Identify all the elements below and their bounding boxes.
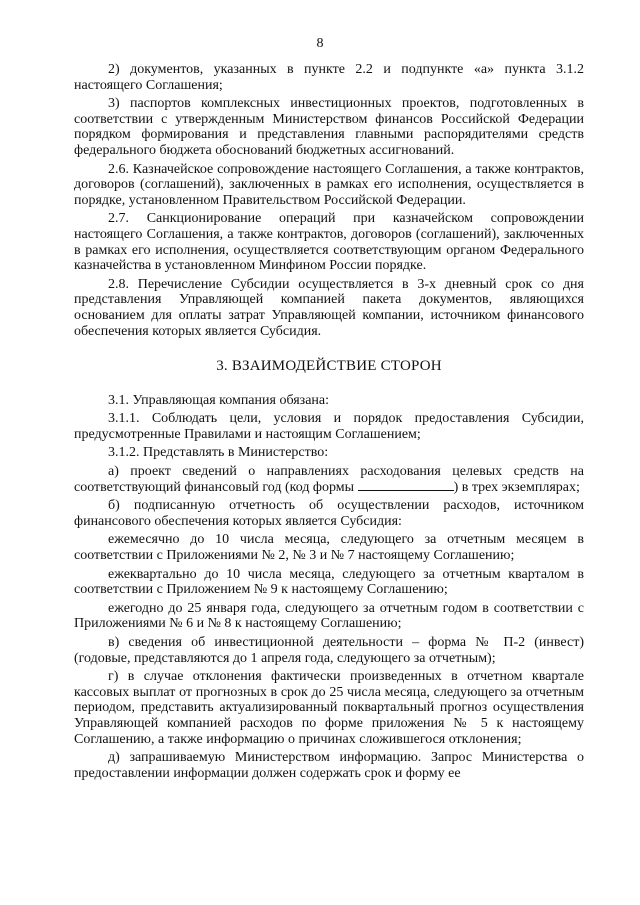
- clause-2-7: 2.7. Санкционирование операций при казначейском сопровождении настоящего Соглашения, а также контрактов, договоров (соглашений), заключенных в рамках его исполнения, осуществляется соответствующим органом Федерального казначейства в установленном Минфином России порядке.: [74, 211, 584, 274]
- subclause-a-text: а) проект сведений о направлениях расходования целевых средств на соответствующий финансовый год (код формы: [74, 464, 584, 495]
- annual-report: ежегодно до 25 января года, следующего за отчетным годом в соответствии с Приложениями № 6 и № 8 к настоящему Соглашению;: [74, 600, 584, 632]
- monthly-report: ежемесячно до 10 числа месяца, следующего за отчетным месяцем в соответствии с Приложениями № 2, № 3 и № 7 настоящему Соглашению;: [74, 532, 584, 564]
- quarterly-report: ежеквартально до 10 числа месяца, следующего за отчетным кварталом в соответствии с Приложением № 9 к настоящему Соглашению;: [74, 566, 584, 598]
- clause-3-1: 3.1. Управляющая компания обязана:: [108, 392, 329, 408]
- clause-3-1-1: 3.1.1. Соблюдать цели, условия и порядок предоставления Субсидии, предусмотренные Правилами и настоящим Соглашением;: [74, 411, 584, 442]
- subclause-a-tail: ) в трех экземплярах;: [453, 479, 580, 495]
- document-body: [74, 62, 584, 784]
- paragraph: 3) паспортов комплексных инвестиционных проектов, подготовленных в соответствии с утвержденным Министерством финансов Российской Федерации порядком формирования и представления главными распорядителями средств федерального бюджета обоснований бюджетных ассигнований.: [74, 96, 584, 158]
- subclause-d: д) запрашиваемую Министерством информацию. Запрос Министерства о предоставлении информации должен содержать срок и форму ее: [74, 750, 584, 781]
- clause-2-6: 2.6. Казначейское сопровождение настоящего Соглашения, а также контрактов, договоров (соглашений), заключенных в рамках его исполнения, осуществляется в порядке, установленном Правительством Российской Федерации.: [74, 161, 584, 208]
- subclause-v: в) сведения об инвестиционной деятельности – форма № П-2 (инвест) (годовые, представляются до 1 апреля года, следующего за отчетным);: [74, 635, 584, 666]
- subclause-b: б) подписанную отчетность об осуществлении расходов, источником финансового обеспечения которых является Субсидия:: [74, 498, 584, 529]
- clause-3-1-2: 3.1.2. Представлять в Министерство:: [108, 445, 329, 461]
- paragraph: 2) документов, указанных в пункте 2.2 и подпункте «а» пункта 3.1.2 настоящего Соглашения;: [74, 62, 584, 93]
- form-code-blank: [358, 480, 454, 491]
- page-number: 8: [316, 36, 324, 51]
- subclause-a: [74, 464, 584, 495]
- section-heading: 3. ВЗАИМОДЕЙСТВИЕ СТОРОН: [216, 358, 442, 375]
- subclause-g: г) в случае отклонения фактически произведенных в отчетном квартале кассовых выплат от прогнозных в срок до 25 числа месяца, следующего за отчетным периодом, представить актуализированный поквартальный прогноз осуществления Управляющей компанией расходов по форме приложения № 5 к настоящему Соглашению, а также информацию о причинах сложившегося отклонения;: [74, 669, 584, 747]
- clause-2-8: 2.8. Перечисление Субсидии осуществляется в 3-х дневный срок со дня представления Управляющей компанией пакета документов, являющихся основанием для оплаты затрат Управляющей компании, источником финансового обеспечения которых является Субсидия.: [74, 276, 584, 339]
